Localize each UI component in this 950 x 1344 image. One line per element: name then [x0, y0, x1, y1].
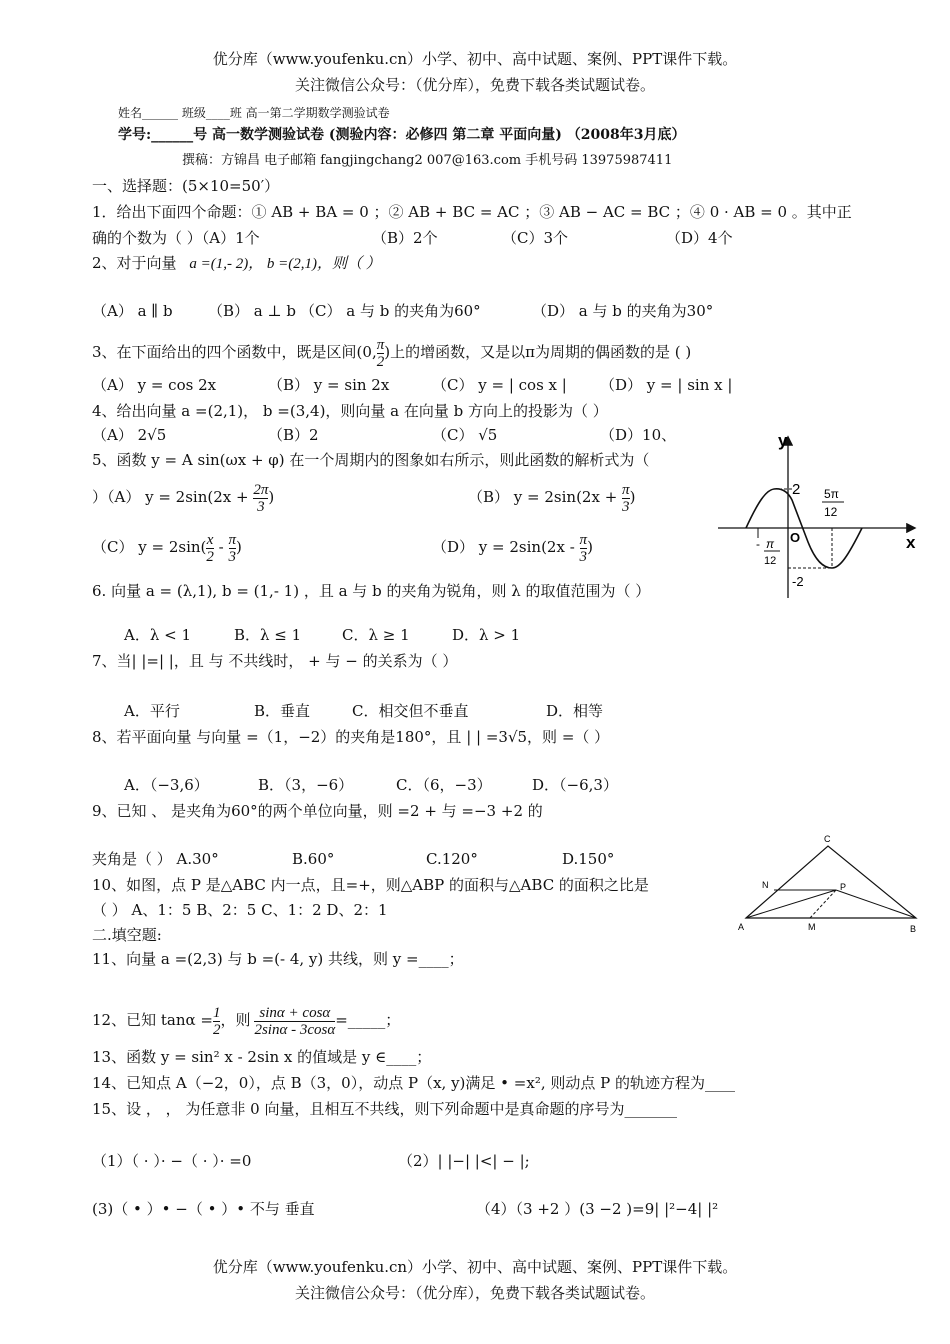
- q9-stem: 9、已知 、 是夹角为60°的两个单位向量，则 =2 + 与 =−3 +2 的: [92, 802, 543, 820]
- y-label: y: [778, 432, 788, 450]
- footer-line-1: 优分库（www.youfenku.cn）小学、初中、高中试题、案例、PPT课件下载。: [212, 1258, 738, 1276]
- q4-option-a: （A） 2√5: [92, 426, 167, 444]
- q7-option-d: D．相等: [546, 702, 604, 720]
- q10-stem: 10、如图，点 P 是△ABC 内一点，且=+，则△ABP 的面积与△ABC 的面积之比是: [92, 876, 649, 894]
- q2-option-c: （C） a 与 b 的夹角为60°: [300, 302, 481, 320]
- q9-option-c: C.120°: [426, 850, 478, 868]
- q3-stem-pre: 3、在下面给出的四个函数中，既是区间(0,: [92, 343, 377, 361]
- q2-stem-text: 2、对于向量: [92, 254, 177, 272]
- q5-c-den-2: 3: [228, 548, 237, 565]
- q5-stem: 5、函数 y = A sin(ωx + φ) 在一个周期内的图象如右所示，则此函数的解析式为（: [92, 451, 650, 469]
- section-2-title: 二.填空题:: [92, 926, 162, 944]
- q3-frac-den: 2: [376, 353, 385, 370]
- author-line: 撰稿：方锦昌 电子邮箱 fangjingchang2 007@163.com 手机号码 13975987411: [182, 153, 673, 168]
- q8-option-a: A．（−3,6）: [124, 776, 209, 794]
- q5-c-fraction-2: [229, 532, 237, 565]
- q12-post: =_____；: [335, 1011, 401, 1029]
- exam-title: 学号:______号 高一数学测验试卷 (测验内容：必修四 第二章 平面向量) （2008年3月底）: [118, 127, 686, 143]
- q5-option-b: [468, 478, 635, 516]
- q6-option-b: B．λ ≤ 1: [234, 626, 302, 644]
- right-num: 5π: [824, 487, 839, 501]
- q6-option-d: D．λ > 1: [452, 626, 521, 644]
- q12-main-den: 2sinα - 3cosα: [254, 1021, 336, 1038]
- q1-stem: 1．给出下面四个命题：① AB + BA = 0 ；② AB + BC = AC ；③ AB − AC = BC ；④ 0 · AB = 0 。其中正: [92, 203, 852, 221]
- q2-option-a: （A） a ∥ b: [92, 302, 173, 320]
- q6-option-c: C．λ ≥ 1: [342, 626, 410, 644]
- x-label: x: [906, 533, 916, 552]
- q5-a-den: 3: [257, 498, 265, 515]
- q5-c-den-1: 2: [206, 548, 214, 565]
- q8-stem: 8、若平面向量 与向量 =（1，−2）的夹角是180°，且 | | =3√5，则 =（ ）: [92, 728, 610, 746]
- q12-main-fraction: [254, 1005, 335, 1038]
- label-m: M: [808, 922, 816, 932]
- q5-option-c: [92, 528, 242, 566]
- q5-b-den: 3: [622, 498, 630, 515]
- q12-stem: [92, 1000, 400, 1040]
- q5-option-d: [432, 528, 593, 566]
- label-p: P: [840, 882, 847, 892]
- label-c: C: [824, 834, 831, 844]
- q5-c-fraction-1: [206, 532, 214, 565]
- q7-option-a: A．平行: [124, 702, 180, 720]
- segment-pb: [836, 890, 916, 918]
- q3-stem: [92, 334, 691, 370]
- q4-option-d: （D）10、: [600, 426, 677, 444]
- q12-tan-den: 2: [212, 1021, 221, 1038]
- q15-prop-1: （1）（ · ）· −（ · ）· =0: [92, 1152, 252, 1170]
- q6-stem: 6. 向量 a = (λ,1), b = (1,- 1) ，且 a 与 b 的夹角为锐角，则 λ 的取值范围为（ ）: [92, 582, 651, 600]
- q9-option-a: 夹角是（ ） A.30°: [92, 850, 219, 868]
- origin-label: O: [790, 530, 801, 545]
- triangle-abc: [746, 846, 916, 918]
- q5-d-post: ): [587, 538, 593, 556]
- q5-c-post: ): [236, 538, 242, 556]
- q3-stem-post: )上的增函数，又是以π为周期的偶函数的是 ( ): [384, 343, 692, 361]
- label-b: B: [910, 924, 917, 934]
- neg-amp-label: -2: [792, 574, 804, 589]
- q15-prop-2: （2）| |−| |<| − |;: [398, 1152, 530, 1170]
- q11-stem: 11、向量 a =(2,3) 与 b =(- 4, y) 共线，则 y =____；: [92, 950, 464, 968]
- label-n: N: [762, 880, 769, 890]
- q12-mid: ，则: [220, 1011, 251, 1029]
- q7-stem: 7、当| |=| |，且 与 不共线时， + 与 − 的关系为（ ）: [92, 652, 458, 670]
- q3-option-b: （B） y = sin 2x: [268, 376, 390, 394]
- q1-option-c: （C）3个: [502, 229, 569, 247]
- q3-option-d: （D） y = | sin x |: [600, 376, 733, 394]
- q5-a-pre: ）（A） y = 2sin(2x +: [92, 488, 249, 506]
- q5-d-pre: （D） y = 2sin(2x -: [432, 538, 575, 556]
- q9-option-b: B.60°: [292, 850, 335, 868]
- q4-option-b: （B）2: [268, 426, 319, 444]
- q1-option-d: （D）4个: [666, 229, 733, 247]
- q13-stem: 13、函数 y = sin² x - 2sin x 的值域是 y ∈____；: [92, 1048, 432, 1066]
- q4-option-c: （C） √5: [432, 426, 498, 444]
- q5-b-post: ): [629, 488, 636, 506]
- footer-line-2: 关注微信公众号：（优分库），免费下载各类试题试卷。: [294, 1284, 655, 1302]
- q5-c-minus: -: [218, 538, 224, 556]
- q5-a-fraction: [253, 482, 268, 515]
- segment-ap: [746, 890, 836, 918]
- q3-frac-num: π: [376, 336, 385, 353]
- right-den: 12: [824, 505, 838, 519]
- section-1-title: 一、选择题：(5×10=50′）: [92, 177, 280, 195]
- q5-d-num: π: [579, 531, 588, 548]
- q5-a-num: 2π: [253, 481, 269, 498]
- q1-option-b: （B）2个: [372, 229, 438, 247]
- header-line-1: 优分库（www.youfenku.cn）小学、初中、高中试题、案例、PPT课件下载。: [212, 50, 738, 68]
- left-den: 12: [764, 555, 777, 567]
- q15-prop-3: (3)（ • ）• −（ • ）• 不与 垂直: [92, 1200, 315, 1218]
- q2-vectors: a =(1,- 2)， b =(2,1)，则（ ）: [189, 256, 381, 272]
- q5-b-fraction: [622, 482, 630, 515]
- q8-option-d: D．（−6,3）: [532, 776, 618, 794]
- q7-option-b: B．垂直: [254, 702, 311, 720]
- q5-b-num: π: [622, 481, 630, 498]
- q4-stem: 4、给出向量 a =(2,1)， b =(3,4)，则向量 a 在向量 b 方向上的投影为（ ）: [92, 402, 608, 420]
- name-class-line: 姓名______ 班级____班 高一第二学期数学测验试卷: [118, 106, 390, 120]
- amp-label: 2: [792, 481, 801, 498]
- q3-option-c: （C） y = | cos x |: [432, 376, 567, 394]
- q15-stem: 15、设 ， ， 为任意非 0 向量，且相互不共线，则下列命题中是真命题的序号为_______: [92, 1100, 677, 1118]
- q3-option-a: （A） y = cos 2x: [92, 376, 217, 394]
- q6-option-a: A．λ < 1: [124, 626, 191, 644]
- left-sign: -: [756, 537, 760, 551]
- q15-prop-4: （4）（3 +2 ）(3 −2 )=9| |²−4| |²: [476, 1200, 719, 1218]
- q5-c-num-1: x: [206, 531, 214, 548]
- q2-option-b: （B） a ⊥ b: [208, 302, 296, 320]
- q5-option-a: [92, 478, 274, 516]
- q5-c-pre: （C） y = 2sin(: [92, 538, 207, 556]
- q5-c-num-2: π: [228, 531, 237, 548]
- q5-a-post: ): [268, 488, 275, 506]
- q14-stem: 14、已知点 A（−2，0），点 B（3，0），动点 P（x, y)满足 • =x², 则动点 P 的轨迹方程为____: [92, 1074, 735, 1092]
- q8-option-b: B．（3，−6）: [258, 776, 354, 794]
- q12-pre: 12、已知 tanα =: [92, 1011, 213, 1029]
- q10-options: （ ） A、1：5 B、2：5 C、1：2 D、2：1: [92, 901, 388, 919]
- label-a: A: [738, 922, 745, 932]
- left-num: π: [766, 537, 775, 551]
- q5-d-fraction: [580, 532, 588, 565]
- q8-option-c: C．（6，−3）: [396, 776, 492, 794]
- q12-tan-num: 1: [212, 1004, 221, 1021]
- q5-b-pre: （B） y = 2sin(2x +: [468, 488, 618, 506]
- q5-d-den: 3: [579, 548, 588, 565]
- q2-option-d: （D） a 与 b 的夹角为30°: [532, 302, 714, 320]
- q2-stem: [92, 254, 381, 273]
- triangle-figure: [734, 832, 924, 936]
- q7-option-c: C．相交但不垂直: [352, 702, 469, 720]
- sine-graph: [716, 432, 922, 604]
- header-line-2: 关注微信公众号：（优分库），免费下载各类试题试卷。: [294, 76, 655, 94]
- q9-option-d: D.150°: [562, 850, 615, 868]
- q12-main-num: sinα + cosα: [254, 1005, 335, 1022]
- q1-option-a: 确的个数为（ ）（A）1个: [92, 229, 260, 247]
